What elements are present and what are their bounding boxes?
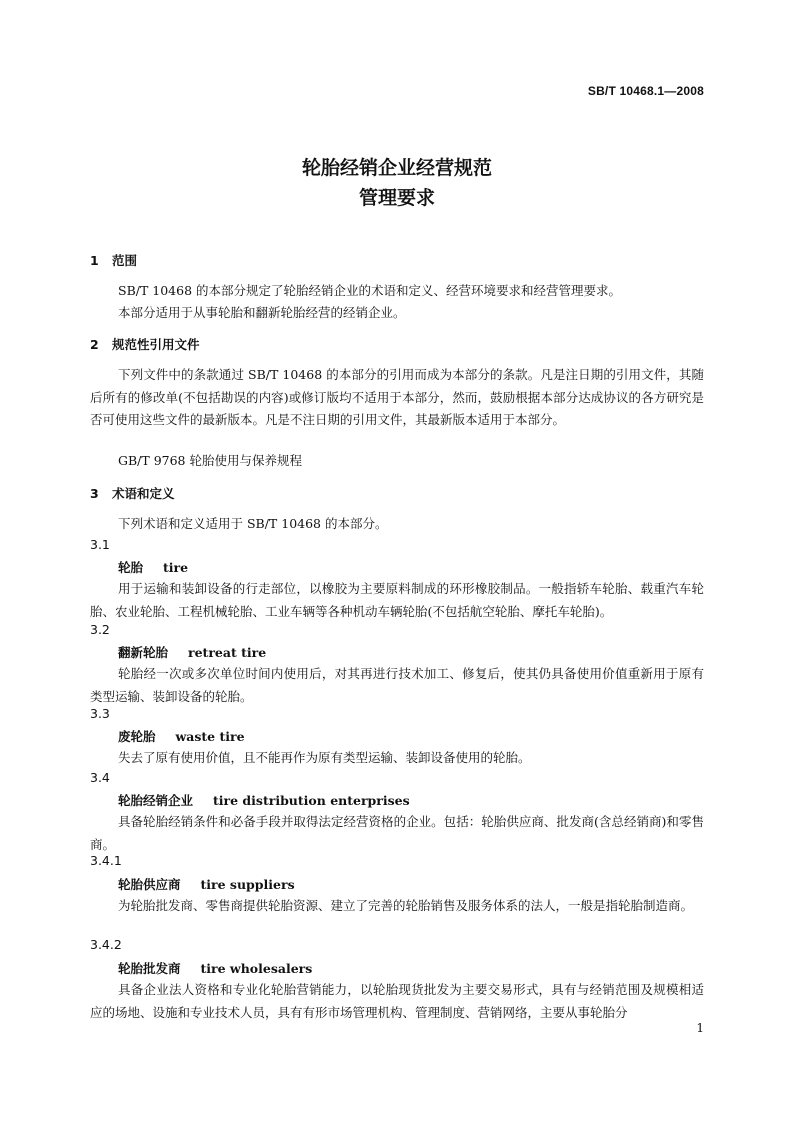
term-heading bbox=[118, 875, 295, 893]
clause-number: 3.4.2 bbox=[90, 937, 122, 952]
term-chinese: 轮胎 bbox=[118, 560, 144, 575]
section-2-paragraph-1: 下列文件中的条款通过 SB/T 10468 的本部分的引用而成为本部分的条款。凡是注日期的引用文件，其随后所有的修改单(不包括勘误的内容)或修订版均不适用于本部分，然而，鼓励根据本部分达成协议的各方研究是否可使用这些文件的最新版本。凡是不注日期的引用文件，其最新版本适用于本部分。 bbox=[90, 367, 704, 427]
section-number: 1 bbox=[90, 253, 99, 268]
clause-number: 3.3 bbox=[90, 706, 110, 721]
standard-code: SB/T 10468.1—2008 bbox=[587, 84, 704, 98]
term-heading bbox=[118, 643, 266, 661]
term-definition: 失去了原有使用价值，且不能再作为原有类型运输、装卸设备使用的轮胎。 bbox=[118, 750, 531, 765]
term-definition: 用于运输和装卸设备的行走部位，以橡胶为主要原料制成的环形橡胶制品。一般指轿车轮胎、载重汽车轮胎、农业轮胎、工程机械轮胎、工业车辆等各种机动车辆轮胎(不包括航空轮胎、摩托车轮胎)。 bbox=[90, 581, 704, 619]
section-3-heading bbox=[90, 484, 175, 502]
term-english: tire suppliers bbox=[200, 877, 295, 892]
clause-number: 3.1 bbox=[90, 537, 110, 552]
term-heading bbox=[118, 727, 245, 745]
term-english: waste tire bbox=[175, 729, 245, 744]
term-chinese: 轮胎供应商 bbox=[118, 877, 181, 892]
section-1-paragraph-1: SB/T 10468 的本部分规定了轮胎经销企业的术语和定义、经营环境要求和经营管理要求。 bbox=[118, 283, 622, 298]
clause-number: 3.4 bbox=[90, 770, 110, 785]
term-chinese: 废轮胎 bbox=[118, 729, 156, 744]
section-2-heading bbox=[90, 335, 200, 353]
term-english: retreat tire bbox=[188, 645, 267, 660]
page-subtitle: 管理要求 bbox=[358, 187, 435, 209]
section-2-paragraph-2: GB/T 9768 轮胎使用与保养规程 bbox=[118, 453, 302, 468]
section-1-paragraph-2: 本部分适用于从事轮胎和翻新轮胎经营的经销企业。 bbox=[118, 305, 406, 320]
page-title: 轮胎经销企业经营规范 bbox=[301, 157, 492, 179]
term-chinese: 轮胎经销企业 bbox=[118, 793, 194, 808]
section-title: 规范性引用文件 bbox=[112, 337, 200, 352]
section-title: 术语和定义 bbox=[112, 486, 175, 501]
term-heading bbox=[118, 558, 188, 576]
term-english: tire distribution enterprises bbox=[213, 793, 410, 808]
term-definition: 具备轮胎经销条件和必备手段并取得法定经营资格的企业。包括：轮胎供应商、批发商(含总经销商)和零售商。 bbox=[90, 814, 704, 852]
section-number: 3 bbox=[90, 486, 99, 501]
term-heading bbox=[118, 959, 312, 977]
term-chinese: 翻新轮胎 bbox=[118, 645, 169, 660]
term-heading bbox=[118, 791, 410, 809]
section-title: 范围 bbox=[112, 253, 138, 268]
section-1-heading bbox=[90, 251, 137, 269]
term-definition: 为轮胎批发商、零售商提供轮胎资源、建立了完善的轮胎销售及服务体系的法人，一般是指轮胎制造商。 bbox=[118, 898, 694, 913]
section-3-intro: 下列术语和定义适用于 SB/T 10468 的本部分。 bbox=[118, 516, 388, 531]
clause-number: 3.4.1 bbox=[90, 853, 122, 868]
section-number: 2 bbox=[90, 337, 99, 352]
term-english: tire bbox=[163, 560, 189, 575]
term-english: tire wholesalers bbox=[200, 961, 313, 976]
clause-number: 3.2 bbox=[90, 622, 110, 637]
term-definition: 具备企业法人资格和专业化轮胎营销能力，以轮胎现货批发为主要交易形式，具有与经销范围及规模相适应的场地、设施和专业技术人员，具有有形市场管理机构、管理制度、营销网络，主要从事轮胎分 bbox=[90, 982, 704, 1020]
term-chinese: 轮胎批发商 bbox=[118, 961, 181, 976]
term-definition: 轮胎经一次或多次单位时间内使用后，对其再进行技术加工、修复后，使其仍具备使用价值重新用于原有类型运输、装卸设备的轮胎。 bbox=[90, 666, 704, 704]
page-number: 1 bbox=[696, 1021, 704, 1035]
